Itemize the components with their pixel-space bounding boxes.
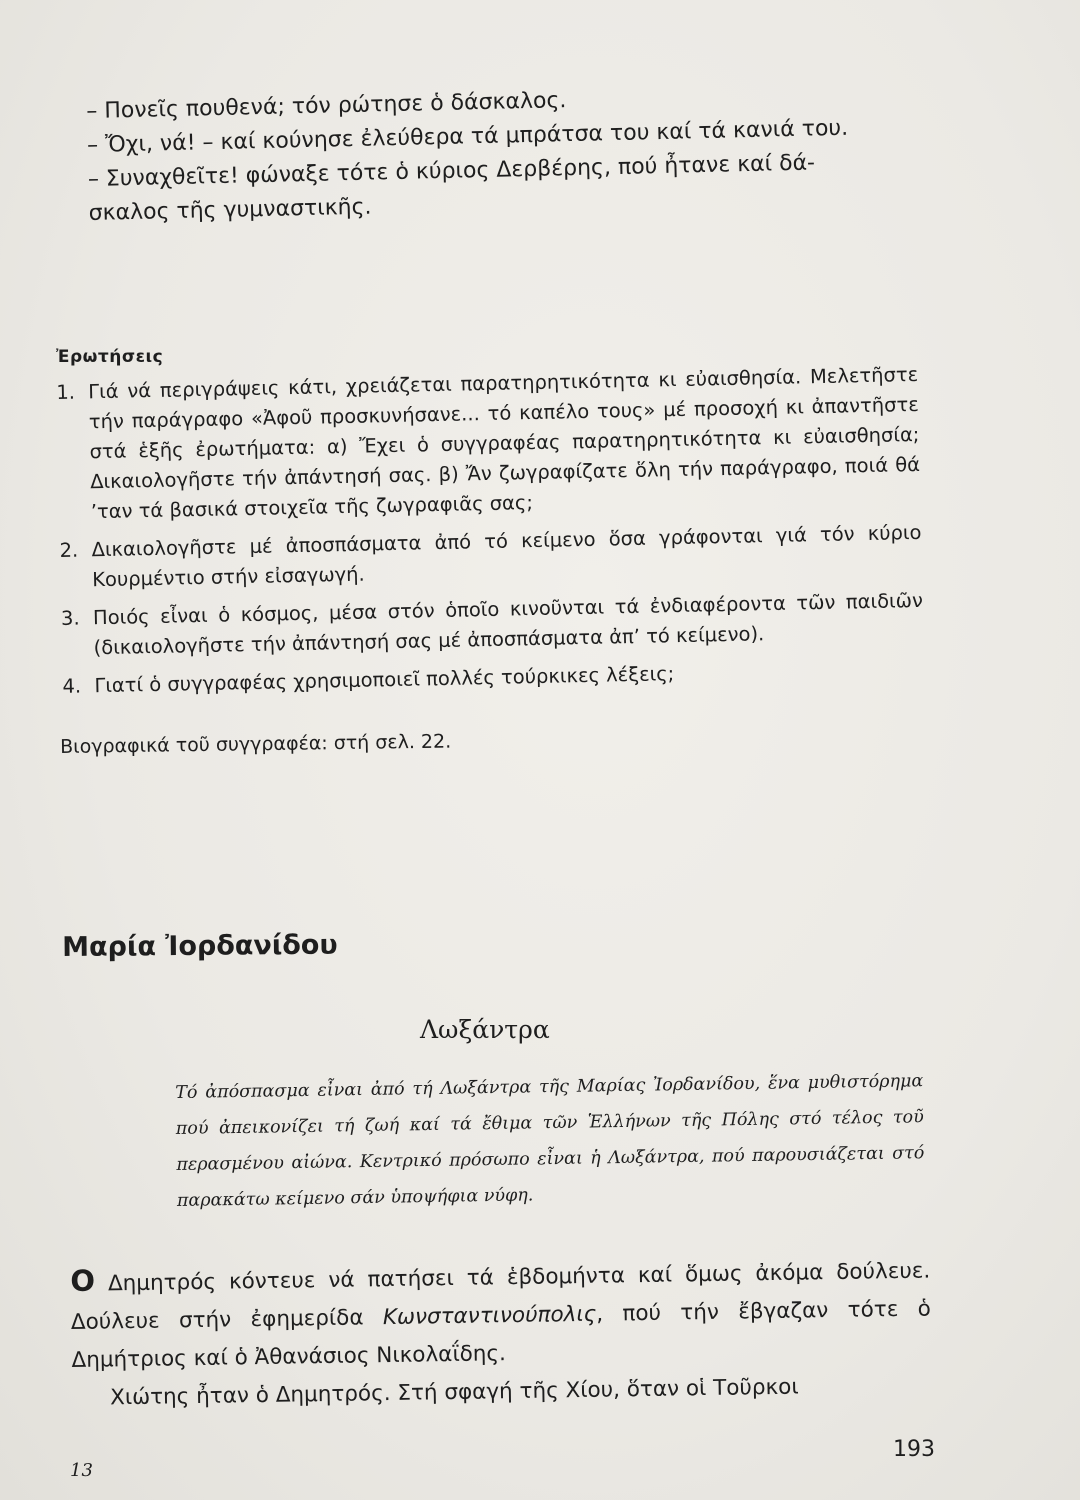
dialogue-block bbox=[86, 76, 929, 231]
question-number: 2. bbox=[59, 538, 79, 562]
drop-cap: Ο bbox=[70, 1263, 96, 1298]
question-item bbox=[61, 586, 924, 664]
question-item bbox=[56, 360, 921, 528]
dialogue-line: – Πονεῖς πουθενά; τόν ρώτησε ὁ δάσκαλος. bbox=[86, 88, 567, 124]
newspaper-name: Κωνσταντινούπολις bbox=[382, 1301, 597, 1331]
question-item bbox=[59, 518, 922, 596]
question-number: 4. bbox=[62, 674, 82, 698]
page-number: 193 bbox=[893, 1437, 935, 1462]
question-text: Γιατί ὁ συγγραφέας χρησιμοποιεῖ πολλές τούρκικες λέξεις; bbox=[94, 662, 675, 698]
main-text-part: Δημητρός κόντευε νά πατήσει τά ἑβδομήντα καί ὅμως ἀκόμα δούλευε. Δούλευε στήν ἐφημερίδα bbox=[70, 1258, 931, 1335]
signature-number: 13 bbox=[70, 1460, 93, 1481]
question-text: Δικαιολογῆστε μέ ἀποσπάσματα ἀπό τό κείμενο ὅσα γράφονται γιά τόν κύριο Κουρμέντιο στήν εἰσαγωγή. bbox=[91, 520, 922, 592]
intro-paragraph: Τό ἀπόσπασμα εἶναι ἀπό τή Λωξάντρα τῆς Μαρίας Ἰορδανίδου, ἕνα μυθιστόρημα πού ἀπεικονίζει τή ζωή καί τά ἔθιμα τῶν Ἑλλήνων τῆς Πόλης στό τέλος τοῦ περασμένου αἰώνα. Κεντρικό πρόσωπο εἶναι ἡ Λωξάντρα, πού παρουσιάζεται στό παρακάτω κείμενο σάν ὑποψήφια νύφη. bbox=[175, 1071, 925, 1211]
dialogue-line: – Συναχθεῖτε! φώναξε τότε ὁ κύριος Δερβέρης, πού ἦτανε καί δά- bbox=[87, 150, 816, 192]
dialogue-line: – Ὄχι, νά! – καί κούνησε ἐλεύθερα τά μπράτσα του καί τά κανιά του. bbox=[86, 115, 849, 158]
question-number: 3. bbox=[60, 606, 80, 630]
work-title: Λωξάντρα bbox=[420, 1015, 550, 1044]
question-text: Γιά νά περιγράψεις κάτι, χρειάζεται παρατηρητικότητα κι εὐαισθησία. Μελετῆστε τήν παράγραφο «Ἀφοῦ προσκυνήσανε... τό καπέλο τους» μέ προσοχή κι ἀπαντῆστε στά ἑξῆς ἐρωτήματα: α) Ἔχει ὁ συγγραφέας παρατηρητικότητα κι εὐαισθησία; Δικαιολογῆστε τήν ἀπάντησή σας. β) Ἄν ζωγραφίζατε ὅλη τήν παράγραφο, ποιά θά ’ταν τά βασικά στοιχεῖα τῆς ζωγραφιᾶς σας; bbox=[88, 362, 921, 524]
question-text: Ποιός εἶναι ὁ κόσμος, μέσα στόν ὁποῖο κινοῦνται τά ἐνδιαφέροντα τῶν παιδιῶν (δικαιολογῆστε τήν ἀπάντησή σας μέ ἀποσπάσματα ἀπ’ τό κείμενο). bbox=[92, 588, 924, 660]
main-text-paragraph: Χιώτης ἦταν ὁ Δημητρός. Στή σφαγή τῆς Χίου, ὅταν οἱ Τοῦρκοι bbox=[109, 1374, 799, 1411]
questions-list bbox=[56, 360, 925, 710]
author-name: Μαρία Ἰορδανίδου bbox=[62, 929, 338, 963]
questions-heading: Ἐρωτήσεις bbox=[56, 347, 164, 367]
question-number: 1. bbox=[56, 380, 76, 404]
main-text bbox=[70, 1248, 932, 1417]
bio-note: Βιογραφικά τοῦ συγγραφέα: στή σελ. 22. bbox=[60, 730, 452, 758]
main-text-part: , πού τήν ἔβγαζαν τότε ὁ Δημήτριος καί ὁ Ἀθανάσιος Νικολαΐδης. bbox=[71, 1296, 932, 1373]
dialogue-line: σκαλος τῆς γυμναστικῆς. bbox=[88, 194, 372, 226]
